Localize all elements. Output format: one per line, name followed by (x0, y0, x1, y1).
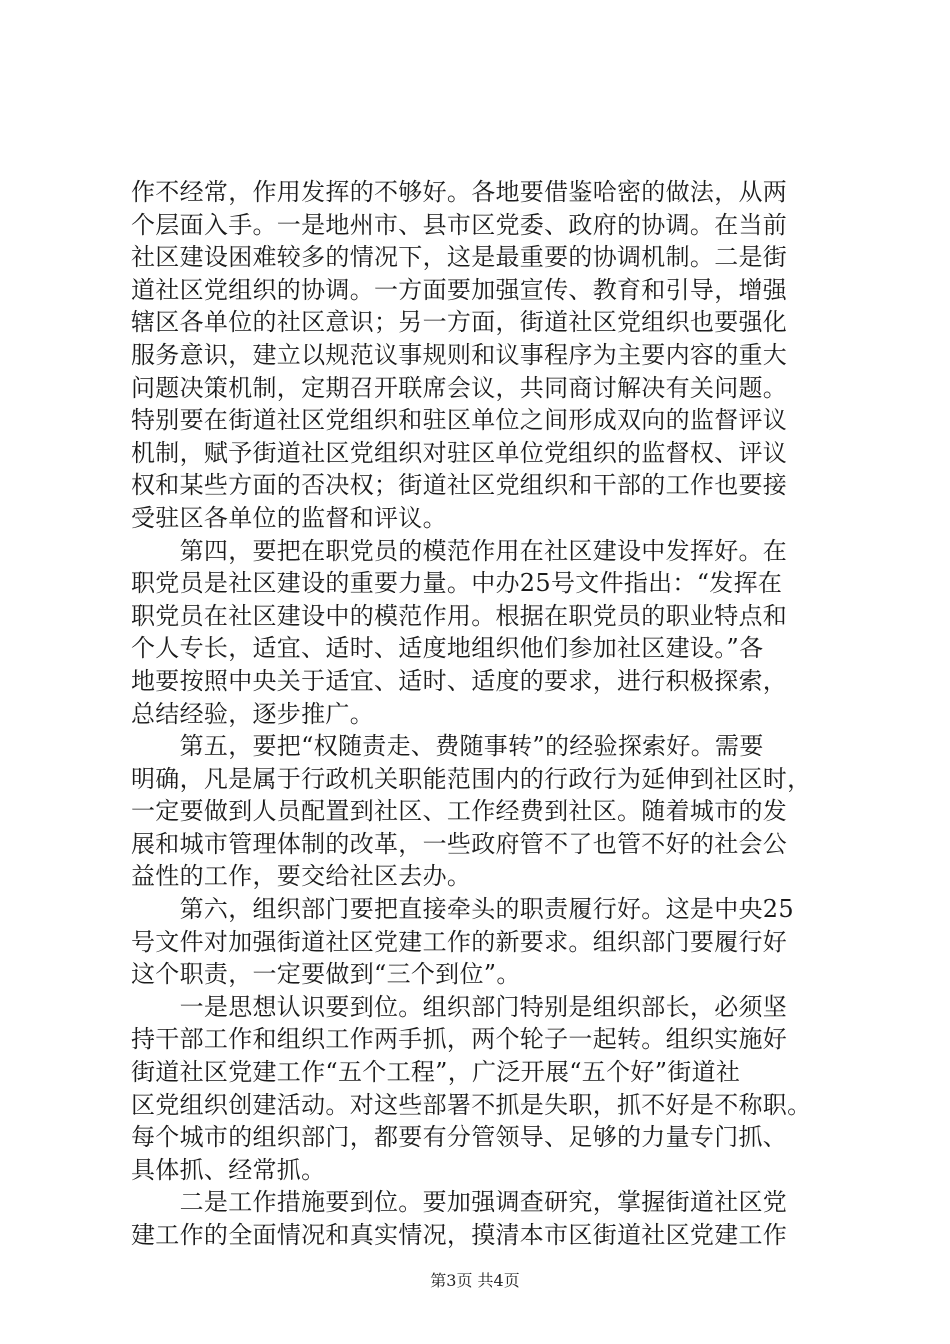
text-line: 社区建设困难较多的情况下，这是最重要的协调机制。二是街 (131, 243, 788, 272)
text-line: 展和城市管理体制的改革，一些政府管不了也管不好的社会公 (131, 829, 788, 858)
text-line: 二是工作措施要到位。要加强调查研究，掌握街道社区党 (131, 1188, 788, 1217)
text-line: 职党员是社区建设的重要力量。中办25号文件指出：“发挥在 (131, 569, 783, 598)
text-line: 第五，要把“权随责走、费随事转”的经验探索好。需要 (131, 732, 764, 761)
text-line: 持干部工作和组织工作两手抓，两个轮子一起转。组织实施好 (131, 1025, 788, 1054)
text-line: 辖区各单位的社区意识；另一方面，街道社区党组织也要强化 (131, 308, 788, 337)
text-line: 一定要做到人员配置到社区、工作经费到社区。随着城市的发 (131, 797, 788, 826)
text-line: 第六，组织部门要把直接牵头的职责履行好。这是中央25 (131, 895, 794, 924)
page-footer: 第3页 共4页 (430, 1271, 520, 1290)
text-line: 第四，要把在职党员的模范作用在社区建设中发挥好。在 (131, 536, 788, 565)
text-line: 作不经常，作用发挥的不够好。各地要借鉴哈密的做法，从两 (131, 178, 788, 206)
text-line: 街道社区党建工作“五个工程”，广泛开展“五个好”街道社 (131, 1058, 741, 1087)
text-line: 个人专长，适宜、适时、适度地组织他们参加社区建设。”各 (131, 634, 764, 663)
body-text (131, 176, 831, 1252)
text-line: 服务意识，建立以规范议事规则和议事程序为主要内容的重大 (131, 340, 788, 369)
text-line: 特别要在街道社区党组织和驻区单位之间形成双向的监督评议 (131, 406, 788, 435)
text-line: 一是思想认识要到位。组织部门特别是组织部长，必须坚 (131, 992, 788, 1021)
text-line: 机制，赋予街道社区党组织对驻区单位党组织的监督权、评议 (131, 438, 788, 467)
text-line: 地要按照中央关于适宜、适时、适度的要求，进行积极探索， (131, 666, 788, 695)
text-line: 问题决策机制，定期召开联席会议，共同商讨解决有关问题。 (131, 373, 788, 402)
text-line: 区党组织创建活动。对这些部署不抓是失职，抓不好是不称职。 (131, 1090, 812, 1119)
text-line: 号文件对加强街道社区党建工作的新要求。组织部门要履行好 (131, 927, 788, 956)
text-line: 总结经验，逐步推广。 (131, 699, 374, 728)
text-line: 受驻区各单位的监督和评议。 (131, 503, 447, 532)
text-line: 具体抓、经常抓。 (131, 1155, 326, 1184)
text-line: 建工作的全面情况和真实情况，摸清本市区街道社区党建工作 (131, 1221, 788, 1249)
text-line: 个层面入手。一是地州市、县市区党委、政府的协调。在当前 (131, 210, 788, 239)
text-line: 职党员在社区建设中的模范作用。根据在职党员的职业特点和 (131, 601, 788, 630)
text-line: 这个职责，一定要做到“三个到位”。 (131, 960, 521, 989)
text-line: 每个城市的组织部门，都要有分管领导、足够的力量专门抓、 (131, 1123, 788, 1152)
text-line: 权和某些方面的否决权；街道社区党组织和干部的工作也要接 (131, 471, 788, 500)
text-line: 明确，凡是属于行政机关职能范围内的行政行为延伸到社区时， (131, 764, 812, 793)
text-line: 益性的工作，要交给社区去办。 (131, 862, 472, 891)
text-line: 道社区党组织的协调。一方面要加强宣传、教育和引导，增强 (131, 275, 788, 304)
